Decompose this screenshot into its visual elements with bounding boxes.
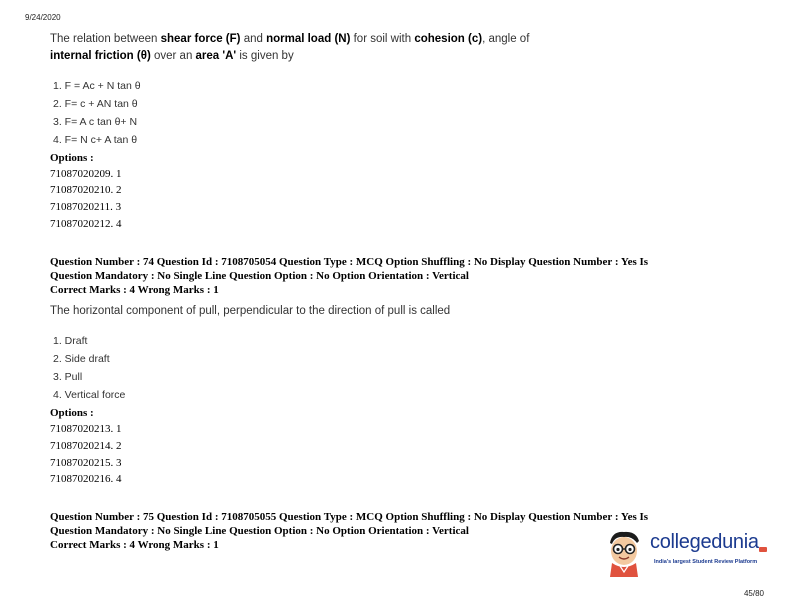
option-code: 71087020209. 1 (50, 168, 122, 180)
options-label: Options : (50, 152, 94, 164)
logo-dotcom-badge (759, 547, 767, 552)
question-meta: Question Number : 74 Question Id : 7108705054 Question Type : MCQ Option Shuffling : No Display Question Number : Yes Is Question Mandatory : No Single Line Question Option : No Option Orientation : Vertical Correct Marks : 4 Wrong Marks : 1 (50, 256, 649, 296)
mascot-logo-icon (602, 527, 648, 577)
option-code: 71087020214. 2 (50, 440, 122, 452)
option-code: 71087020215. 3 (50, 457, 122, 469)
option-item: 1. F = Ac + N tan θ (53, 80, 141, 92)
print-date: 9/24/2020 (25, 13, 61, 22)
option-item: 3. F= A c tan θ+ N (53, 116, 138, 128)
option-code: 71087020212. 4 (50, 218, 122, 230)
option-code: 71087020213. 1 (50, 423, 122, 435)
question-line-1: The relation between shear force (F) and normal load (N) for soil with cohesion (c), angle of (50, 33, 530, 45)
option-item: 4. Vertical force (53, 389, 126, 401)
page-number: 45/80 (743, 589, 764, 598)
option-code: 71087020211. 3 (50, 201, 122, 213)
options-label: Options : (50, 407, 94, 419)
collegedunia-logo (602, 527, 772, 577)
question-meta: Question Number : 75 Question Id : 7108705055 Question Type : MCQ Option Shuffling : No Display Question Number : Yes Is Question Mandatory : No Single Line Question Option : No Option Orientation : Vertical Correct Marks : 4 Wrong Marks : 1 (50, 511, 649, 551)
option-item: 1. Draft (53, 335, 88, 347)
option-item: 4. F= N c+ A tan θ (53, 134, 138, 146)
option-code: 71087020216. 4 (50, 473, 122, 485)
question-text (50, 31, 529, 65)
logo-tagline: India's largest Student Review Platform (654, 559, 758, 565)
question-text: The horizontal component of pull, perpendicular to the direction of pull is called (50, 305, 451, 317)
option-item: 2. F= c + AN tan θ (53, 98, 138, 110)
option-item: 3. Pull (53, 371, 83, 383)
option-item: 2. Side draft (53, 353, 110, 365)
question-line-2: internal friction (θ) over an area 'A' is given by (50, 50, 294, 62)
logo-wordmark: collegedunia (650, 531, 759, 553)
option-code: 71087020210. 2 (50, 184, 122, 196)
